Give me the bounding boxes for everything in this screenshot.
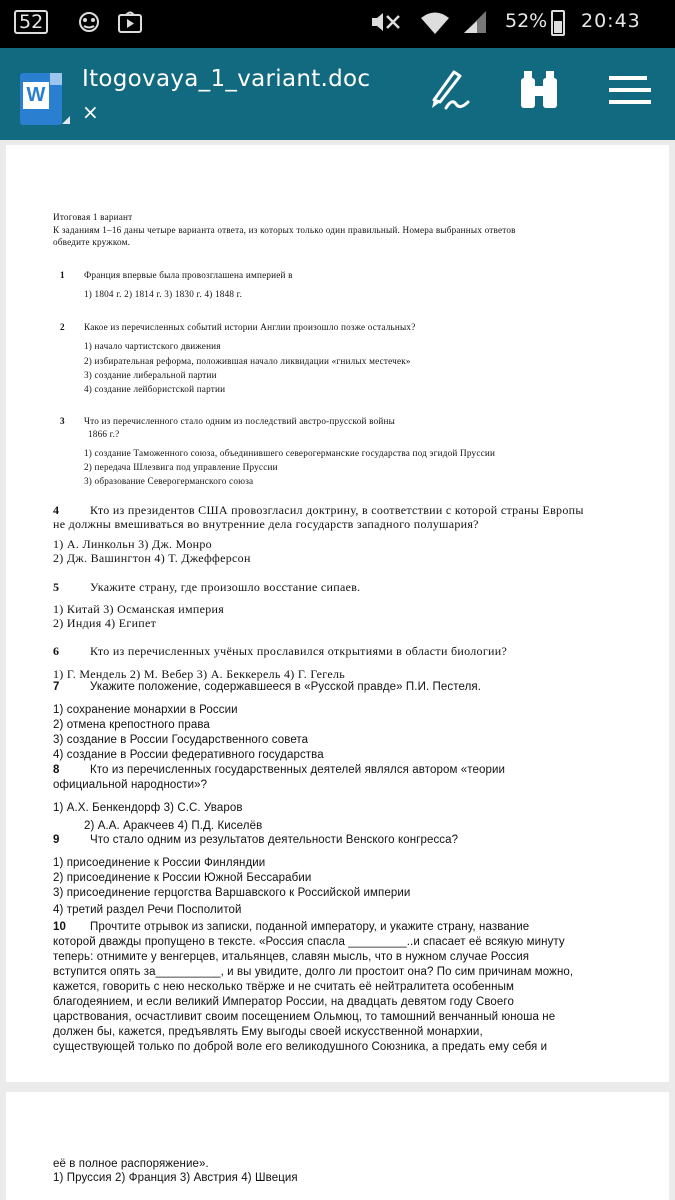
question-text: Укажите страну, где произошло восстание сипаев. bbox=[90, 580, 361, 594]
answer-options: 2) Дж. Вашингтон 4) Т. Джефферсон bbox=[53, 551, 251, 565]
passage-line: должен бы, кажется, предъявлять Ему выгоды своей искусственной монархии, bbox=[53, 1026, 483, 1038]
answer-option: 2) присоединение к России Южной Бессарабии bbox=[53, 872, 312, 884]
answer-option: 1) присоединение к России Финляндии bbox=[53, 857, 266, 869]
passage-line: Прочтите отрывок из записки, поданной императору, и укажите страну, название bbox=[90, 921, 530, 933]
question-number: 8 bbox=[53, 764, 60, 776]
answer-options: 1) А.Х. Бенкендорф 3) С.С. Уваров bbox=[53, 802, 243, 814]
question-text: 1866 г.? bbox=[88, 429, 120, 439]
question-text: Какое из перечисленных событий истории Англии произошло позже остальных? bbox=[84, 322, 416, 332]
doc-header-line2: К заданиям 1–16 даны четыре варианта ответа, из которых только один правильный. Номера выбранных ответов bbox=[53, 225, 516, 235]
answer-options: 2) Индия 4) Египет bbox=[53, 616, 157, 630]
answer-option: 2) передача Шлезвига под управление Пруссии bbox=[84, 462, 278, 472]
passage-line: кажется, говорить с нею несколько твёрже и не считать её нейтралитета особенным bbox=[53, 981, 514, 993]
answer-option: 4) создание в России федеративного государства bbox=[53, 749, 324, 761]
document-page-1 bbox=[6, 145, 669, 1082]
battery-icon bbox=[551, 10, 565, 36]
passage-line: её в полное распоряжение». bbox=[53, 1158, 209, 1170]
clock: 20:43 bbox=[581, 10, 641, 32]
answer-option: 2) избирательная реформа, положившая начало ликвидации «гнилых местечек» bbox=[84, 356, 411, 366]
answer-options: 1) Пруссия 2) Франция 3) Австрия 4) Швеция bbox=[53, 1172, 298, 1184]
status-bar bbox=[0, 0, 675, 48]
answer-options: 1) Г. Мендель 2) М. Вебер 3) А. Беккерель 4) Г. Гегель bbox=[53, 667, 346, 681]
antivirus-icon bbox=[76, 10, 102, 34]
question-number: 1 bbox=[60, 270, 65, 280]
play-store-icon bbox=[117, 10, 143, 34]
question-number: 2 bbox=[60, 322, 65, 332]
doc-icon-corner bbox=[62, 116, 70, 124]
answer-option: 1) начало чартистского движения bbox=[84, 341, 221, 351]
signal-icon bbox=[462, 10, 488, 39]
doc-header-line3: обведите кружком. bbox=[53, 237, 131, 247]
passage-line: которой дважды пропущено в тексте. «Россия спасла _________..и спасает её всякую минуту bbox=[53, 936, 565, 948]
question-text: Что из перечисленного стало одним из последствий австро-прусской войны bbox=[84, 416, 396, 426]
notification-count: 52 bbox=[14, 10, 48, 34]
answer-options: 1) 1804 г. 2) 1814 г. 3) 1830 г. 4) 1848 г. bbox=[84, 289, 243, 299]
close-document-button[interactable]: × bbox=[82, 100, 99, 124]
mute-icon bbox=[368, 10, 402, 39]
answer-option: 1) сохранение монархии в России bbox=[53, 704, 238, 716]
edit-pen-icon[interactable] bbox=[426, 68, 472, 114]
menu-icon[interactable] bbox=[607, 68, 653, 112]
question-number: 10 bbox=[53, 921, 66, 933]
document-page-2 bbox=[6, 1092, 669, 1200]
question-text: Кто из перечисленных государственных деятелей являлся автором «теории bbox=[90, 764, 506, 776]
question-number: 4 bbox=[53, 503, 60, 517]
question-number: 5 bbox=[53, 580, 60, 594]
question-text: Кто из перечисленных учёных прославился открытиями в области биологии? bbox=[90, 644, 508, 658]
passage-line: вступится опять за__________, и вы увидите, долго ли простоит она? По сим причинам можно, bbox=[53, 966, 574, 978]
word-document-icon: W bbox=[20, 73, 62, 125]
passage-line: царствования, осчастливит своим посещением Ольмюц, то тамошний венчанный юноша не bbox=[53, 1011, 556, 1023]
answer-option: 2) отмена крепостного права bbox=[53, 719, 210, 731]
document-title: Itogovaya_1_variant.doc bbox=[82, 66, 371, 92]
question-number: 9 bbox=[53, 834, 60, 846]
answer-option: 3) образование Северогерманского союза bbox=[84, 476, 254, 486]
find-binoculars-icon[interactable] bbox=[517, 68, 561, 112]
answer-option: 3) присоединение герцогства Варшавского к Российской империи bbox=[53, 887, 411, 899]
question-text: официальной народности»? bbox=[53, 779, 208, 791]
question-text: Кто из президентов США провозгласил доктрину, в соответствии с которой страны Европы bbox=[90, 503, 584, 517]
question-text: Франция впервые была провозглашена империей в bbox=[84, 270, 293, 280]
answer-options: 1) А. Линкольн 3) Дж. Монро bbox=[53, 537, 212, 551]
question-number: 3 bbox=[60, 416, 65, 426]
question-number: 6 bbox=[53, 644, 60, 658]
question-number: 7 bbox=[53, 681, 60, 693]
answer-option: 3) создание в России Государственного совета bbox=[53, 734, 309, 746]
answer-option: 4) создание лейбористской партии bbox=[84, 384, 226, 394]
answer-option: 4) третий раздел Речи Посполитой bbox=[53, 904, 242, 916]
app-bar bbox=[0, 48, 675, 140]
question-text: Что стало одним из результатов деятельности Венского конгресса? bbox=[90, 834, 459, 846]
wifi-icon bbox=[420, 10, 450, 41]
answer-options: 2) А.А. Аракчеев 4) П.Д. Киселёв bbox=[84, 820, 263, 832]
doc-header-line1: Итоговая 1 вариант bbox=[53, 212, 133, 222]
question-text: Укажите положение, содержавшееся в «Русской правде» П.И. Пестеля. bbox=[90, 681, 482, 693]
passage-line: теперь: отнимите у венгерцев, итальянцев, славян мысль, что в нужном случае Россия bbox=[53, 951, 530, 963]
answer-options: 1) Китай 3) Османская империя bbox=[53, 602, 225, 616]
passage-line: благодеянием, и если великий Император России, на двадцать девятом году Своего bbox=[53, 996, 514, 1008]
question-text: не должны вмешиваться во внутренние дела государств западного полушария? bbox=[53, 517, 479, 531]
passage-line: существующей только по доброй воле его великодушного Союзника, а предать ему себя и bbox=[53, 1041, 548, 1053]
answer-option: 3) создание либеральной партии bbox=[84, 370, 217, 380]
battery-percent: 52% bbox=[505, 10, 548, 32]
answer-option: 1) создание Таможенного союза, объединившего северогерманские государства под эгидой Пруссии bbox=[84, 448, 496, 458]
